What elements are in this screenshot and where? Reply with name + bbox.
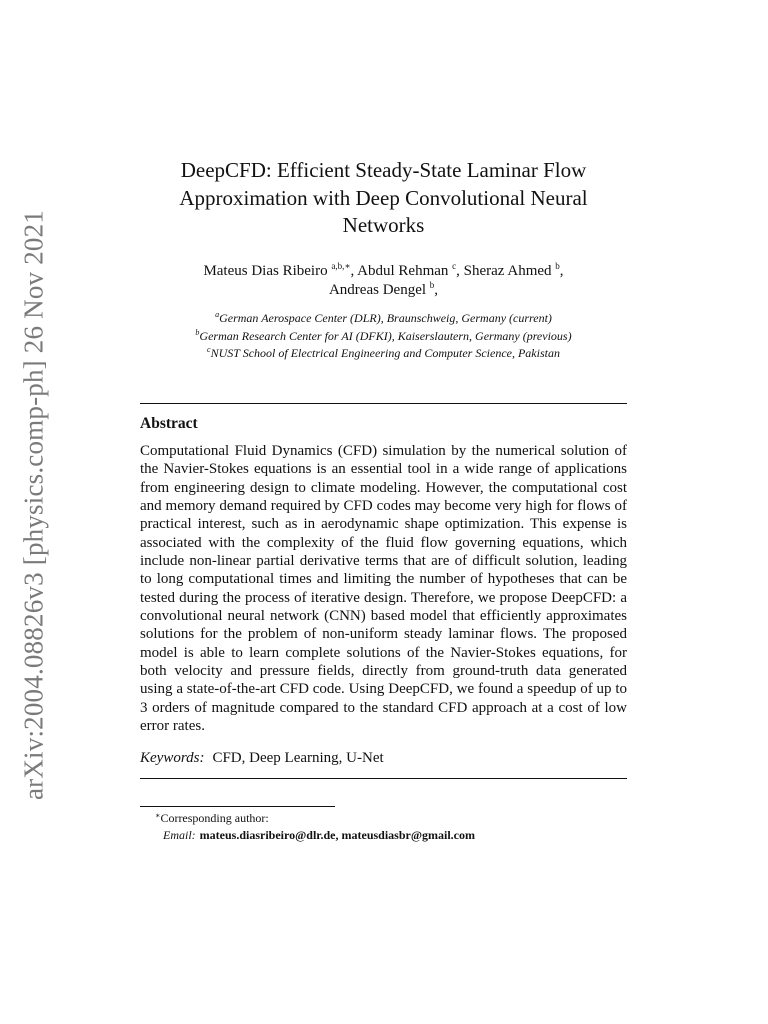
abstract-top-rule <box>140 403 627 404</box>
keywords-label: Keywords: <box>140 750 205 766</box>
keywords-value: CFD, Deep Learning, U-Net <box>212 750 384 766</box>
affiliation-mark: a <box>215 310 220 319</box>
title-line: DeepCFD: Efficient Steady-State Laminar Flow <box>180 158 587 182</box>
affiliation-text: German Research Center for AI (DFKI), Kaiserslautern, Germany (previous) <box>199 328 572 343</box>
author-list <box>140 262 627 300</box>
author-name: Abdul Rehman <box>357 263 449 279</box>
author-line <box>140 262 627 281</box>
author-marks: b <box>555 261 560 271</box>
email-label: Email: <box>163 827 196 842</box>
author-separator: , <box>456 263 464 279</box>
author-name: Sheraz Ahmed <box>463 263 552 279</box>
arxiv-identifier-stamp: arXiv:2004.08826v3 [physics.comp-ph] 26 Nov 2021 <box>18 209 49 801</box>
author-marks: a,b,∗ <box>331 261 351 271</box>
author-separator: , <box>350 263 358 279</box>
affiliation <box>140 310 627 328</box>
affiliation <box>140 345 627 363</box>
keywords-line <box>140 749 384 768</box>
footnote-email-line <box>155 827 475 844</box>
abstract-heading: Abstract <box>140 415 198 432</box>
abstract-text: Computational Fluid Dynamics (CFD) simulation by the numerical solution of the Navier-Stokes equations is an essential tool in a wide range of applications from engineering design to climate modeling. However, the computational cost and memory demand required by CFD codes may become very high for flows of practical interest, such as in aerodynamic shape optimization. This expense is associated with the complexity of the fluid flow governing equations, which include non-linear partial derivative terms that are of difficult solution, leading to long computational times and limiting the number of hypotheses that can be tested during the process of iterative design. Therefore, we propose DeepCFD: a convolutional neural network (CNN) based model that efficiently approximates solutions for the problem of non-uniform steady laminar flows. The proposed model is able to learn complete solutions of the Navier-Stokes equations, for both velocity and pressure fields, directly from ground-truth data generated using a state-of-the-art CFD code. Using DeepCFD, we found a speedup of up to 3 orders of magnitude compared to the standard CFD approach at a cost of low error rates. <box>140 443 627 735</box>
footnote-rule <box>140 806 335 807</box>
affiliation-mark: c <box>207 345 211 354</box>
footnote-line <box>155 810 475 827</box>
author-name: Andreas Dengel <box>328 282 427 298</box>
abstract-bottom-rule <box>140 778 627 779</box>
author-separator: , <box>559 263 564 279</box>
paper-title <box>140 157 627 240</box>
affiliation-text: NUST School of Electrical Engineering and Computer Science, Pakistan <box>210 346 560 360</box>
title-line: Networks <box>342 213 425 237</box>
title-line: Approximation with Deep Convolutional Neural <box>179 185 588 210</box>
author-separator: , <box>434 282 439 298</box>
affiliation <box>140 328 627 346</box>
email-addresses: mateus.diasribeiro@dlr.de, mateusdiasbr@gmail.com <box>199 827 475 842</box>
corresponding-author-footnote <box>155 810 475 843</box>
author-marks: b <box>429 280 435 290</box>
author-name: Mateus Dias Ribeiro <box>203 263 328 279</box>
author-line <box>140 281 627 300</box>
footnote-mark: ∗ <box>155 811 161 820</box>
affiliation-list <box>140 310 627 363</box>
affiliation-mark: b <box>195 327 200 337</box>
affiliation-text: German Aerospace Center (DLR), Braunschweig, Germany (current) <box>219 311 552 325</box>
footnote-text: Corresponding author: <box>160 811 269 825</box>
author-marks: c <box>452 261 457 271</box>
